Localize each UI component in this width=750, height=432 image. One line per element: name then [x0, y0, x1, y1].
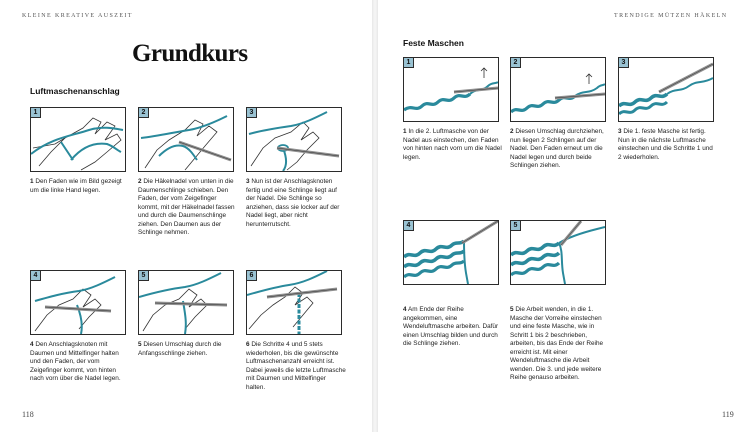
step-number-badge: 4: [30, 270, 41, 281]
rows-hook-illustration: [404, 221, 498, 284]
step-text: Diesen Umschlag durch die Anfangsschlinge ziehen.: [138, 341, 222, 357]
step-number: 1: [30, 178, 34, 185]
section-title-chain: Luftmaschenanschlag: [30, 86, 120, 96]
chain-hook-illustration: [511, 58, 605, 121]
step-number: 1: [403, 128, 407, 135]
page-number-left: 118: [22, 410, 34, 419]
running-head-left: KLEINE KREATIVE AUSZEIT: [22, 13, 133, 19]
step-number-badge: 3: [246, 107, 257, 118]
step-number-badge: 4: [403, 220, 414, 231]
left-page: [0, 0, 372, 432]
step-number-badge: 2: [138, 107, 149, 118]
hand-illustration: [31, 108, 125, 171]
step-caption: [403, 306, 503, 349]
step-caption: [138, 178, 238, 238]
step-caption: [510, 128, 610, 171]
step-caption: [246, 178, 346, 229]
step-text: Die Arbeit wenden, in die 1. Masche der Vorreihe einstechen und eine feste Masche, wie in Schritt 1 bis 2 beschrieben, arbeiten, bis das Ende der Reihe erreicht ist. Mit einer Wendeluftmasche die Arbeit wenden. Die 3. und jede weitere Reihe genauso arbeiten.: [510, 306, 604, 381]
illustration-step-5: [138, 270, 234, 335]
step-number-badge: 5: [138, 270, 149, 281]
step-number: 5: [510, 306, 514, 313]
step-text: In die 2. Luftmasche von der Nadel aus einstechen, den Faden von hinten nach vorn um die Nadel legen.: [403, 128, 502, 161]
rows-hook-illustration: [511, 221, 605, 284]
step-number-badge: 5: [510, 220, 521, 231]
hand-hook-illustration: [247, 108, 341, 171]
illustration-step-1: [30, 107, 126, 172]
step-number: 3: [618, 128, 622, 135]
step-number: 3: [246, 178, 250, 185]
chain-hook-illustration: [404, 58, 498, 121]
step-number: 6: [246, 341, 250, 348]
step-text: Diesen Umschlag durchziehen, nun liegen 2 Schlingen auf der Nadel. Den Faden erneut um die Nadel legen und durch beide Schlingen ziehen.: [510, 128, 604, 169]
hand-chain-illustration: [247, 271, 341, 334]
illustration-step-4: [30, 270, 126, 335]
step-number-badge: 2: [510, 57, 521, 68]
step-caption: [30, 178, 130, 195]
hand-hook-illustration: [139, 271, 233, 334]
illustration-sc-step-2: [510, 57, 606, 122]
section-title-single-crochet: Feste Maschen: [403, 38, 464, 48]
illustration-sc-step-4: [403, 220, 499, 285]
hand-hook-illustration: [139, 108, 233, 171]
step-text: Am Ende der Reihe angekommen, eine Wendeluftmasche arbeiten. Dafür einen Umschlag bilden und durch die Schlinge ziehen.: [403, 306, 499, 347]
step-text: Den Faden wie im Bild gezeigt um die linke Hand legen.: [30, 178, 122, 194]
hand-hook-illustration: [31, 271, 125, 334]
step-caption: [618, 128, 718, 162]
illustration-step-6: [246, 270, 342, 335]
illustration-sc-step-1: [403, 57, 499, 122]
step-text: Nun ist der Anschlagsknoten fertig und eine Schlinge liegt auf der Nadel. Die Schlinge so anziehen, dass sie locker auf der Nadel liegt, aber nicht herunterrutscht.: [246, 178, 340, 228]
step-caption: [246, 341, 346, 392]
step-caption: [30, 341, 130, 384]
running-head-right: TRENDIGE MÜTZEN HÄKELN: [614, 13, 728, 19]
illustration-step-3: [246, 107, 342, 172]
step-number: 4: [403, 306, 407, 313]
step-text: Die Häkelnadel von unten in die Daumenschlinge schieben. Den Faden, der vom Zeigefinger kommt, mit der Häkelnadel fassen und durch die Daumenschlinge ziehen. Den Daumen aus der Schlinge nehmen.: [138, 178, 235, 236]
step-text: Die 1. feste Masche ist fertig. Nun in die nächste Luftmasche einstechen und die Schritte 1 und 2 wiederholen.: [618, 128, 713, 161]
step-number: 2: [510, 128, 514, 135]
page-title: Grundkurs: [132, 40, 248, 67]
step-number: 4: [30, 341, 34, 348]
page-number-right: 119: [722, 410, 734, 419]
step-number-badge: 1: [30, 107, 41, 118]
step-caption: [403, 128, 503, 162]
step-number-badge: 6: [246, 270, 257, 281]
step-number: 2: [138, 178, 142, 185]
step-number: 5: [138, 341, 142, 348]
step-number-badge: 1: [403, 57, 414, 68]
illustration-sc-step-3: [618, 57, 714, 122]
step-number-badge: 3: [618, 57, 629, 68]
step-caption: [138, 341, 238, 358]
right-page: [378, 0, 750, 432]
step-text: Den Anschlagsknoten mit Daumen und Mittelfinger halten und den Faden, der vom Zeigefinger kommt, von hinten nach vorn über die Nadel legen.: [30, 341, 121, 382]
step-text: Die Schritte 4 und 5 stets wiederholen, bis die gewünschte Luftmaschenanzahl erreicht ist. Dabei jeweils die letzte Luftmasche mit Daumen und Mittelfinger halten.: [246, 341, 346, 391]
step-caption: [510, 306, 610, 383]
illustration-sc-step-5: [510, 220, 606, 285]
illustration-step-2: [138, 107, 234, 172]
chain-hook-illustration: [619, 58, 713, 121]
